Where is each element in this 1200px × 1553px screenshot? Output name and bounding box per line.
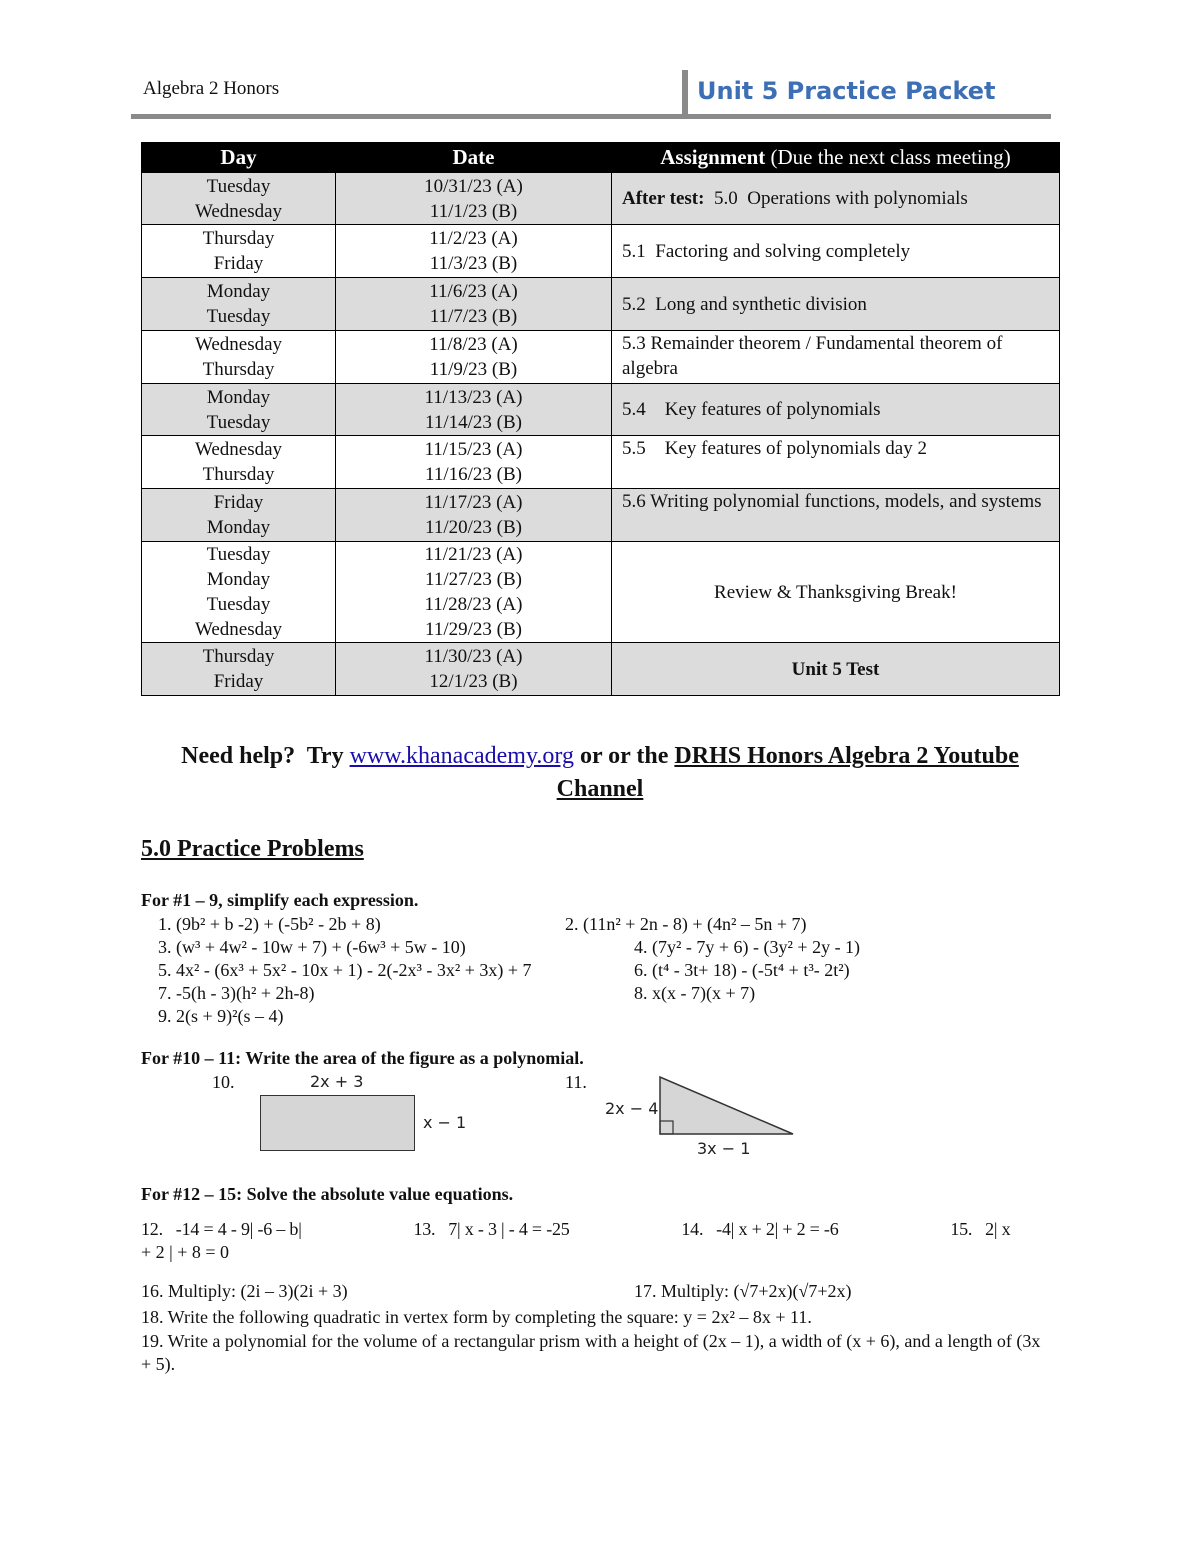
help-line (141, 740, 1059, 806)
table-row (142, 331, 1060, 384)
day-text: Tuesday (206, 306, 271, 327)
date-cell (336, 331, 612, 384)
date-text: 11/7/23 (B) (429, 306, 518, 327)
assignment-text: Unit 5 Test (791, 658, 880, 680)
problem-6: 6. (t⁴ - 3t+ 18) - (-5t⁴ + t³- 2t²) (634, 960, 850, 980)
date-text: 11/29/23 (B) (425, 619, 522, 640)
table-row (142, 643, 1060, 696)
assignment-text: 5.0 Operations with polynomials (704, 188, 968, 209)
problem-9: 9. 2(s + 9)²(s – 4) (158, 1006, 284, 1026)
date-cell (336, 436, 612, 489)
assignment-text: 5.3 Remainder theorem / Fundamental theorem of algebra (622, 333, 1003, 379)
table-row (142, 278, 1060, 331)
date-cell (336, 225, 612, 278)
day-cell (142, 489, 336, 542)
table-row (142, 489, 1060, 542)
day-text: Thursday (202, 646, 275, 667)
youtube-channel-link[interactable]: DRHS Honors Algebra 2 Youtube Channel (556, 743, 1019, 802)
schedule-table (141, 142, 1060, 696)
day-text: Tuesday (206, 175, 271, 197)
rectangle-figure (260, 1095, 415, 1151)
day-cell (142, 384, 336, 436)
day-text: Friday (213, 671, 264, 692)
problem-18: 18. Write the following quadratic in vertex form by completing the square: y = 2x² – 8x + 11. (141, 1307, 812, 1327)
date-text: 11/6/23 (A) (429, 281, 518, 302)
problem-19: 19. Write a polynomial for the volume of a rectangular prism with a height of (2x – 1), a width of (x + 6), and a length of (3x + 5). (141, 1331, 1041, 1374)
date-text: 11/15/23 (A) (424, 439, 523, 460)
day-text: Monday (206, 281, 271, 302)
problem-5: 5. 4x² - (6x³ + 5x² - 10x + 1) - 2(-2x³ - 3x² + 3x) + 7 (158, 960, 532, 980)
problem-4: 4. (7y² - 7y + 6) - (3y² + 2y - 1) (634, 937, 861, 957)
date-cell (336, 643, 612, 696)
day-text: Wednesday (194, 439, 283, 460)
date-text: 11/17/23 (A) (424, 492, 523, 513)
table-row (142, 384, 1060, 436)
day-cell (142, 225, 336, 278)
day-text: Thursday (202, 464, 275, 485)
date-text: 12/1/23 (B) (429, 671, 518, 692)
date-text: 11/9/23 (B) (429, 359, 518, 380)
table-row (142, 225, 1060, 278)
day-text: Wednesday (194, 334, 283, 355)
date-cell (336, 278, 612, 331)
problem-17: 17. Multiply: (√7+2x)(√7+2x) (634, 1281, 852, 1301)
document-title: Unit 5 Practice Packet (697, 77, 996, 105)
assignment-text: 5.2 Long and synthetic division (622, 293, 867, 315)
problem-1: 1. (9b² + b -2) + (-5b² - 2b + 8) (158, 914, 381, 934)
day-cell (142, 436, 336, 489)
assignment-text: 5.4 Key features of polynomials (622, 399, 881, 420)
assignment-header-note: (Due the next class meeting) (765, 145, 1011, 169)
date-text: 11/3/23 (B) (429, 253, 518, 274)
date-text: 11/21/23 (A) (424, 544, 523, 565)
problem-2: 2. (11n² + 2n - 8) + (4n² – 5n + 7) (565, 914, 807, 934)
day-cell (142, 331, 336, 384)
part1-instruction: For #1 – 9, simplify each expression. (141, 890, 419, 910)
khan-academy-link[interactable]: www.khanacademy.org (349, 743, 574, 769)
date-text: 10/31/23 (A) (424, 175, 523, 197)
problem-10-number: 10. (212, 1072, 235, 1092)
problem-3: 3. (w³ + 4w² - 10w + 7) + (-6w³ + 5w - 10) (158, 937, 466, 957)
section-title: 5.0 Practice Problems (141, 836, 364, 862)
day-text: Wednesday (194, 200, 283, 222)
day-text: Thursday (202, 359, 275, 380)
date-text: 11/20/23 (B) (425, 517, 522, 538)
absolute-value-problems (141, 1218, 1059, 1264)
header-rule (131, 114, 1051, 119)
part3-instruction: For #12 – 15: Solve the absolute value equations. (141, 1184, 514, 1204)
date-cell (336, 384, 612, 436)
date-text: 11/2/23 (A) (429, 228, 518, 249)
problem-8: 8. x(x - 7)(x + 7) (634, 983, 756, 1003)
date-text: 11/14/23 (B) (425, 411, 522, 433)
triangle-figure (655, 1074, 800, 1140)
day-text: Friday (213, 253, 264, 274)
help-lead: Need help? Try (181, 743, 350, 769)
date-cell (336, 489, 612, 542)
date-text: 11/30/23 (A) (424, 646, 523, 667)
date-text: 11/16/23 (B) (425, 464, 522, 485)
day-text: Friday (213, 492, 264, 513)
day-text: Tuesday (206, 411, 271, 433)
assignment-cell (612, 436, 1060, 489)
day-text: Tuesday (206, 594, 271, 615)
date-cell (336, 542, 612, 643)
problem-15-continued: + 2 | + 8 = 0 (141, 1242, 230, 1262)
date-text: 11/28/23 (A) (424, 594, 523, 615)
schedule-header-row (142, 143, 1060, 173)
day-text: Tuesday (206, 544, 271, 565)
table-row (142, 173, 1060, 225)
date-text: 11/13/23 (A) (424, 386, 523, 408)
day-cell (142, 542, 336, 643)
part2-instruction: For #10 – 11: Write the area of the figure as a polynomial. (141, 1048, 584, 1068)
problem-7: 7. -5(h - 3)(h² + 2h-8) (158, 983, 315, 1003)
assignment-prefix: After test: (622, 188, 705, 209)
table-row (142, 542, 1060, 643)
problems-12-15: 12. -14 = 4 - 9| -6 – b| 13. 7| x - 3 | - 4 = -25 14. -4| x + 2| + 2 = -6 15. 2| x (141, 1219, 1011, 1239)
date-text: 11/27/23 (B) (425, 569, 522, 590)
day-text: Monday (206, 517, 271, 538)
assignment-cell (612, 278, 1060, 331)
day-header: Day (142, 143, 336, 173)
date-header: Date (336, 143, 612, 173)
triangle-base-label: 3x − 1 (697, 1139, 751, 1158)
date-text: 11/8/23 (A) (429, 334, 518, 355)
assignment-cell (612, 331, 1060, 384)
assignment-cell (612, 173, 1060, 225)
problem-16: 16. Multiply: (2i – 3)(2i + 3) (141, 1281, 348, 1301)
assignment-text: 5.6 Writing polynomial functions, models, and systems (622, 491, 1042, 512)
day-text: Monday (206, 386, 271, 408)
assignment-header (612, 143, 1060, 173)
header-divider-bar (682, 70, 688, 116)
date-cell (336, 173, 612, 225)
assignment-cell (612, 384, 1060, 436)
assignment-cell (612, 542, 1060, 643)
assignment-cell (612, 489, 1060, 542)
assignment-text: Review & Thanksgiving Break! (714, 581, 957, 603)
day-text: Thursday (202, 228, 275, 249)
assignment-text: 5.1 Factoring and solving completely (622, 240, 911, 262)
problem-11-number: 11. (565, 1072, 587, 1092)
day-text: Wednesday (194, 619, 283, 640)
date-text: 11/1/23 (B) (429, 200, 518, 222)
course-name: Algebra 2 Honors (143, 78, 280, 99)
day-cell (142, 643, 336, 696)
rectangle-height-label: x − 1 (423, 1113, 467, 1132)
day-text: Monday (206, 569, 271, 590)
day-cell (142, 278, 336, 331)
assignment-cell (612, 225, 1060, 278)
assignment-cell (612, 643, 1060, 696)
triangle-height-label: 2x − 4 (605, 1099, 659, 1118)
assignment-header-label: Assignment (660, 145, 766, 169)
help-mid: or or the (573, 743, 675, 769)
table-row (142, 436, 1060, 489)
rectangle-width-label: 2x + 3 (310, 1072, 364, 1091)
day-cell (142, 173, 336, 225)
assignment-text: 5.5 Key features of polynomials day 2 (622, 438, 927, 459)
